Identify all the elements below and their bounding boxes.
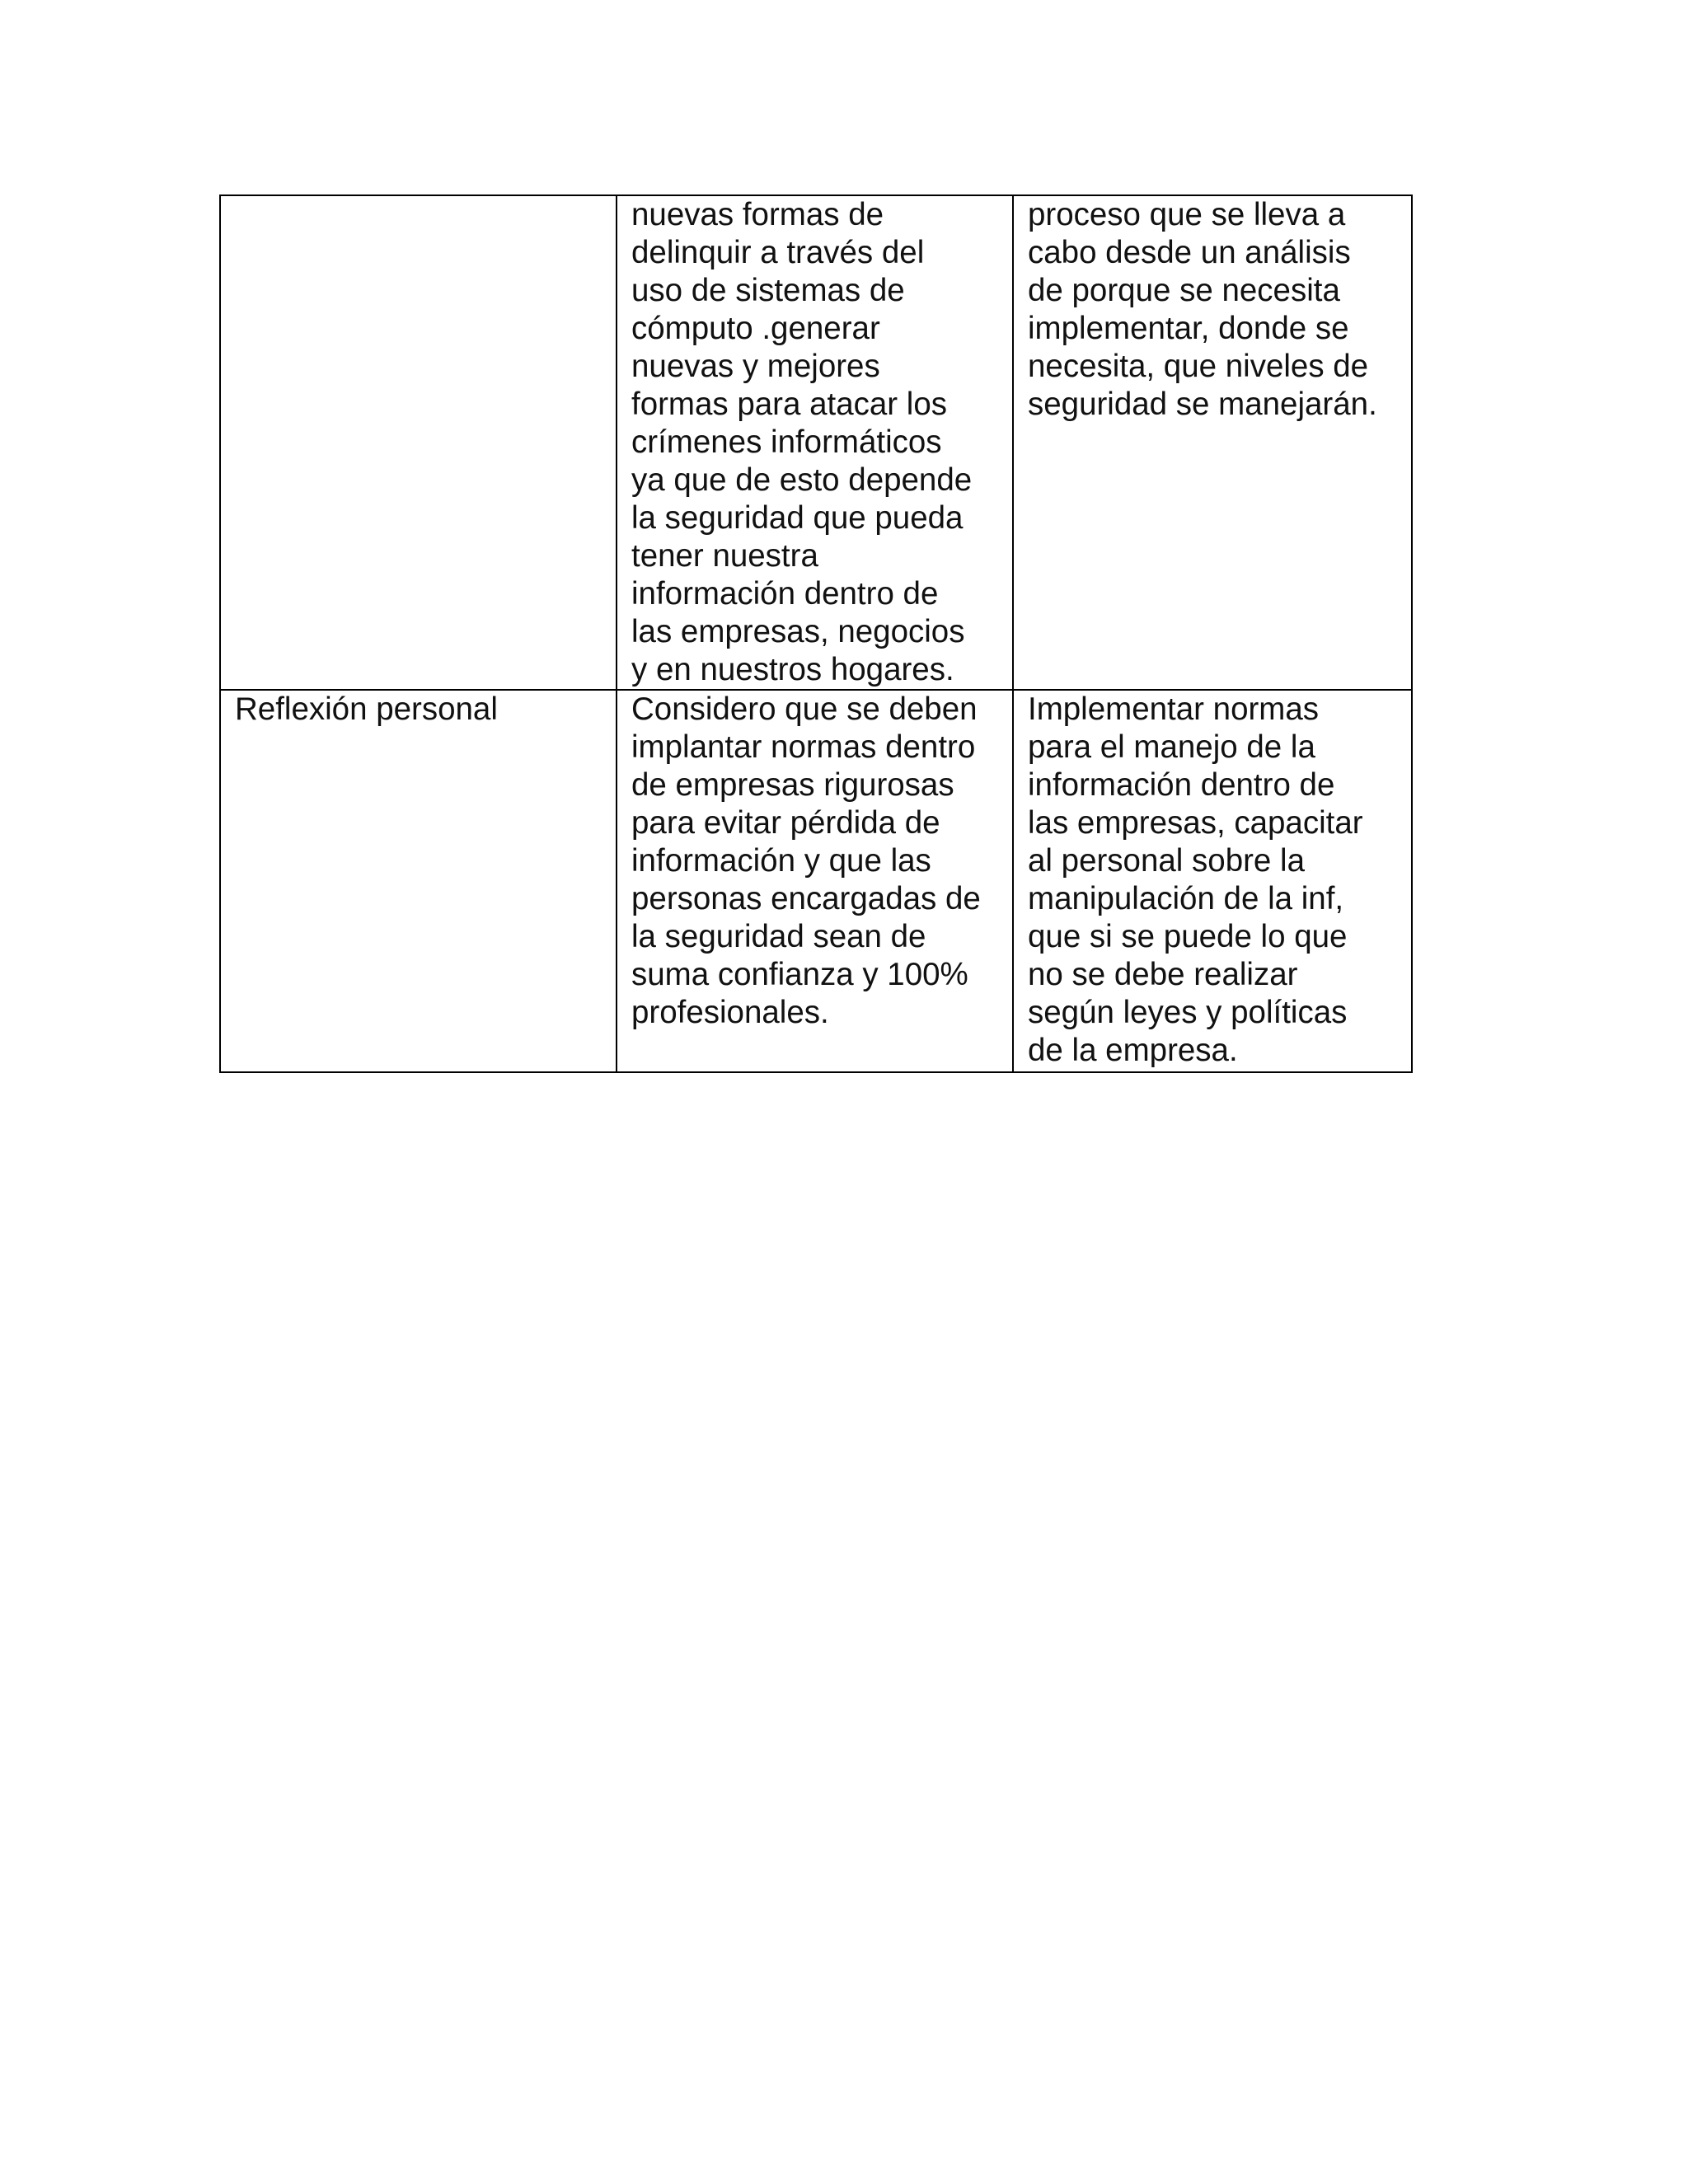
table-cell-label	[220, 195, 617, 690]
content-table	[219, 194, 1413, 1073]
table-row	[220, 195, 1412, 690]
table-cell-description: Considero que se deben implantar normas dentro de empresas rigurosas para evitar pérdida de información y que las personas encargadas de la seguridad sean de suma confianza y 100% profesionales.	[617, 690, 1013, 1072]
table-row	[220, 690, 1412, 1072]
table-cell-description: nuevas formas de delinquir a través del uso de sistemas de cómputo .generar nuevas y mejores formas para atacar los crímenes informáticos ya que de esto depende la seguridad que pueda tener nuestra información dentro de las empresas, negocios y en nuestros hogares.	[617, 195, 1013, 690]
table-cell-label: Reflexión personal	[220, 690, 617, 1072]
table-cell-process: Implementar normas para el manejo de la información dentro de las empresas, capacitar al personal sobre la manipulación de la inf, que si se puede lo que no se debe realizar según leyes y políticas de la empresa.	[1013, 690, 1412, 1072]
table-cell-process: proceso que se lleva a cabo desde un análisis de porque se necesita implementar, donde se necesita, que niveles de seguridad se manejarán.	[1013, 195, 1412, 690]
